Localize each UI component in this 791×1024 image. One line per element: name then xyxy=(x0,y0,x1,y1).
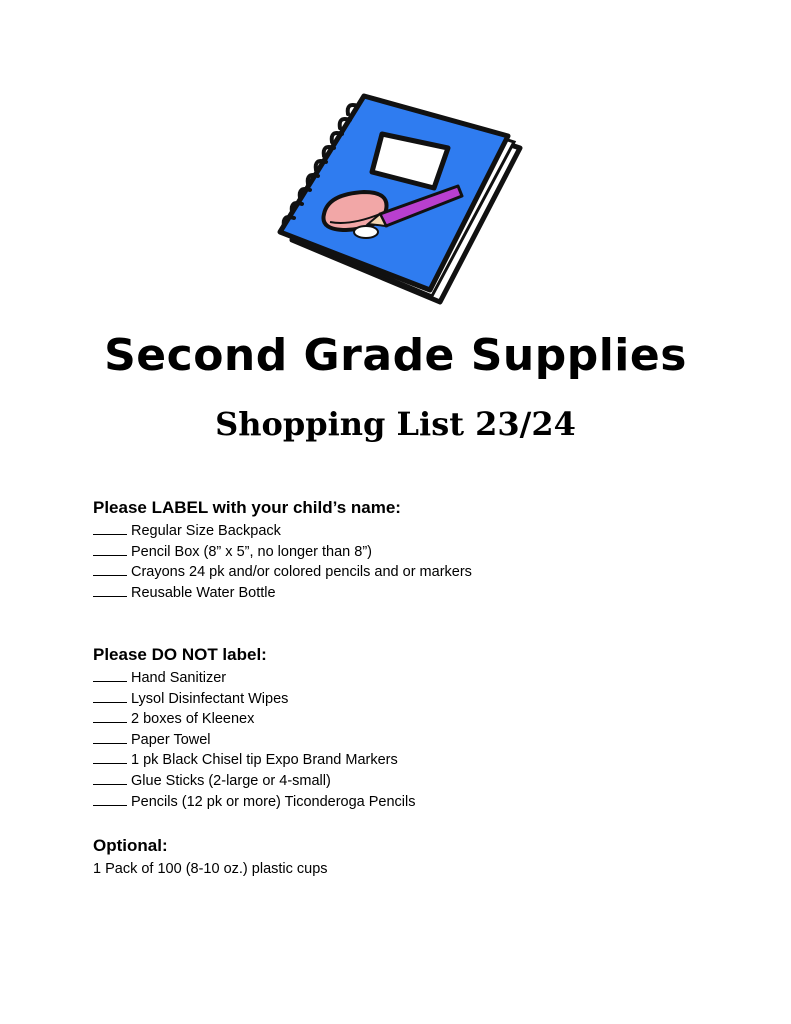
fill-in-blank xyxy=(93,691,127,703)
fill-in-blank xyxy=(93,544,127,556)
optional-item-text: 1 Pack of 100 (8-10 oz.) plastic cups xyxy=(93,861,328,877)
list-item xyxy=(93,521,713,542)
list-item-text: Lysol Disinfectant Wipes xyxy=(131,690,289,707)
list-item-text: 2 boxes of Kleenex xyxy=(131,711,255,728)
list-item-text: Pencils (12 pk or more) Ticonderoga Pencils xyxy=(131,793,416,810)
fill-in-blank xyxy=(93,752,127,764)
list-item xyxy=(93,730,713,751)
fill-in-blank xyxy=(93,732,127,744)
label-section xyxy=(93,497,713,603)
optional-section xyxy=(93,835,713,879)
notebook-with-eraser-and-pencil-icon xyxy=(262,90,532,312)
list-item-text: 1 pk Black Chisel tip Expo Brand Markers xyxy=(131,752,398,769)
no-label-section-heading: Please DO NOT label: xyxy=(93,645,267,664)
fill-in-blank xyxy=(93,670,127,682)
list-item xyxy=(93,689,713,710)
list-item xyxy=(93,583,713,604)
list-item xyxy=(93,771,713,792)
list-item xyxy=(93,792,713,813)
list-item-text: Hand Sanitizer xyxy=(131,670,227,686)
list-item-text: Pencil Box (8” x 5”, no longer than 8”) xyxy=(131,543,372,560)
fill-in-blank xyxy=(93,585,127,597)
list-item xyxy=(93,542,713,563)
label-items-list xyxy=(93,521,713,603)
fill-in-blank xyxy=(93,564,127,576)
label-section-heading: Please LABEL with your child’s name: xyxy=(93,498,401,517)
no-label-section xyxy=(93,644,713,812)
no-label-items-list xyxy=(93,668,713,812)
list-item-text: Regular Size Backpack xyxy=(131,523,281,539)
list-item xyxy=(93,668,713,689)
list-item xyxy=(93,750,713,771)
fill-in-blank xyxy=(93,794,127,806)
fill-in-blank xyxy=(93,773,127,785)
list-item-text: Paper Towel xyxy=(131,731,211,748)
list-item-text: Reusable Water Bottle xyxy=(131,584,276,601)
list-item-text: Glue Sticks (2-large or 4-small) xyxy=(131,772,331,789)
fill-in-blank xyxy=(93,523,127,535)
list-item xyxy=(93,709,713,730)
fill-in-blank xyxy=(93,711,127,723)
list-item xyxy=(93,562,713,583)
page-title: Second Grade Supplies xyxy=(104,330,687,381)
page-subtitle: Shopping List 23/24 xyxy=(215,405,576,443)
optional-section-heading: Optional: xyxy=(93,836,168,855)
list-item-text: Crayons 24 pk and/or colored pencils and or markers xyxy=(131,564,472,581)
